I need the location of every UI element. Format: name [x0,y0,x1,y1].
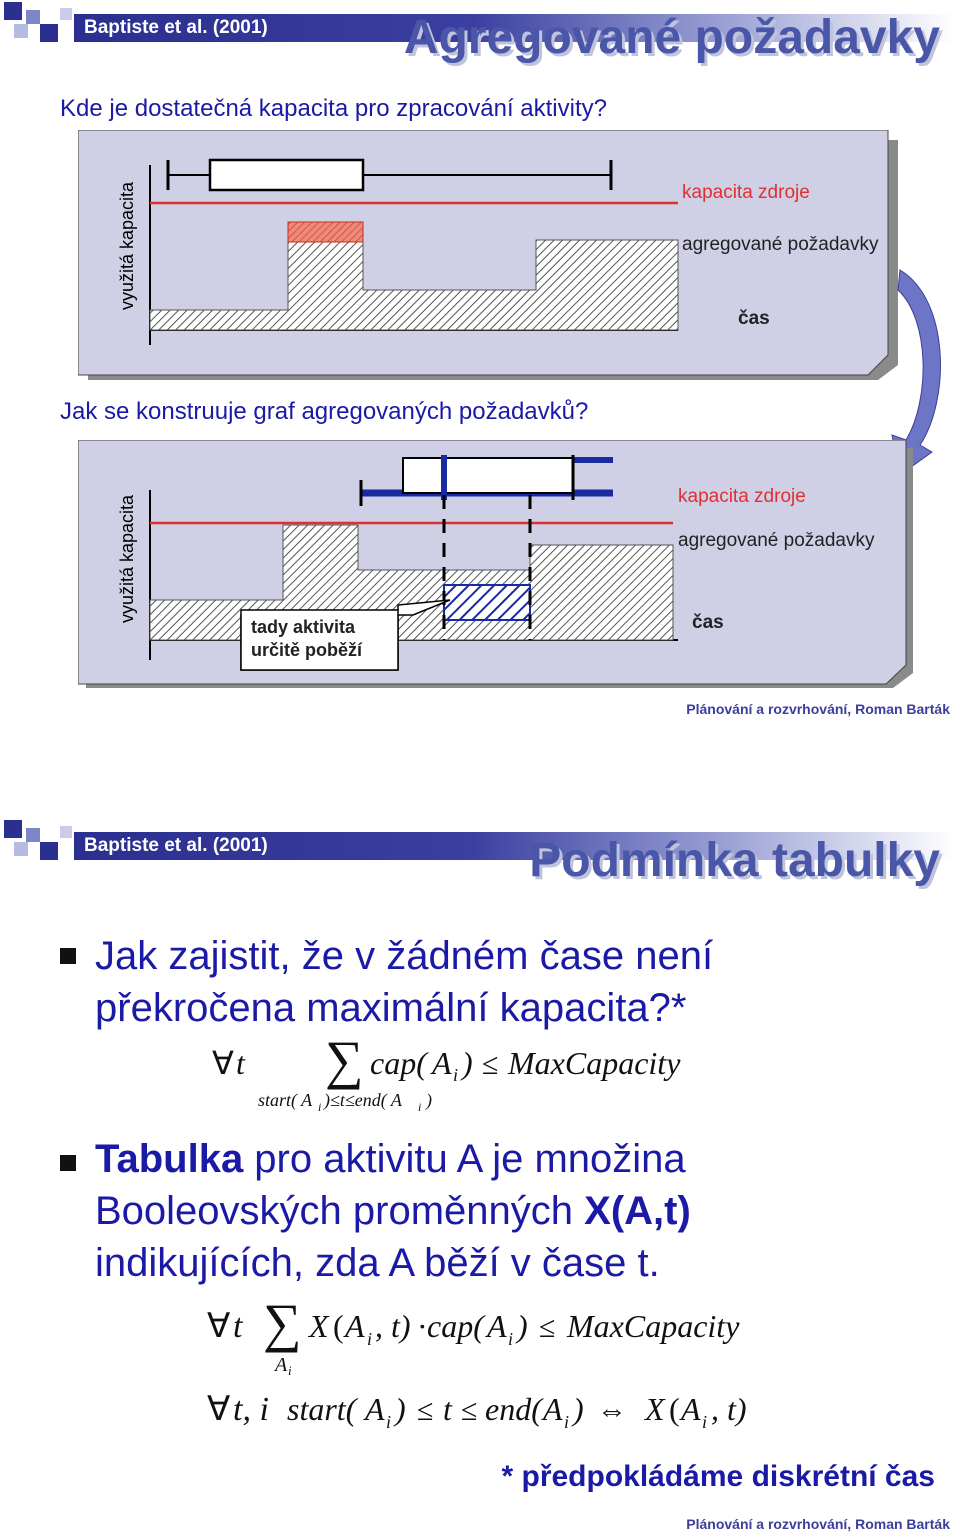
slide-title: Podmínka tabulky [529,834,940,887]
svg-text:MaxCapacity: MaxCapacity [567,1308,740,1344]
question-2: Jak se konstruuje graf agregovaných požadavků? [60,398,589,425]
diagram2-legend-capacity: kapacita zdroje [678,486,806,507]
callout-line-1: tady aktivita [251,617,356,637]
bullet-icon [60,1155,76,1171]
aggregate-diagram-2 [78,440,918,690]
svg-text:i: i [418,1100,422,1114]
bullet-2-rest: pro aktivitu A je množina [243,1137,686,1181]
svg-text:∀: ∀ [212,1045,234,1081]
svg-text:i: i [288,1363,292,1375]
slide-2 [0,770,960,1540]
svg-text:i: i [318,1100,322,1114]
callout-line-2: určitě poběží [251,640,363,660]
bullet-2-line-2 [95,1185,691,1237]
bullet-2-line-2-text: Booleovských proměnných [95,1189,585,1233]
svg-text:i: i [564,1412,570,1432]
svg-text:A: A [681,1391,701,1427]
svg-text:, t): , t) [375,1308,411,1344]
svg-text:A: A [365,1391,385,1427]
svg-text:i: i [386,1412,392,1432]
svg-text:start( A: start( A [258,1090,313,1110]
bullet-1-line-2: překročena maximální kapacita?* [95,986,687,1030]
svg-text:): ) [395,1391,406,1427]
svg-text:(: ( [669,1391,680,1427]
svg-text:)≤t≤end( A: )≤t≤end( A [324,1090,402,1110]
aggregate-diagram-1 [78,130,898,385]
svg-text:·: · [417,1308,428,1344]
bullet-2-line-1 [95,1133,686,1185]
diagram2-ylabel: využitá kapacita [117,494,137,623]
diagram1-ylabel: využitá kapacita [117,181,137,310]
svg-text:A: A [432,1045,452,1081]
diagram2-legend-time: čas [692,612,724,633]
svg-text:∀: ∀ [207,1391,231,1428]
svg-text:i: i [702,1412,708,1432]
svg-text:start(: start( [287,1391,357,1427]
formula-2 [205,1295,765,1375]
formula-3 [205,1380,785,1440]
svg-text:, t): , t) [711,1391,747,1427]
footnote: * předpokládáme diskrétní čas [501,1460,935,1493]
diagram1-legend-aggregate: agregované požadavky [682,234,879,255]
bullet-2-bold: Tabulka [95,1137,244,1181]
svg-text:t, i: t, i [233,1391,269,1428]
footer: Plánování a rozvrhování, Roman Barták [686,1516,950,1532]
svg-text:≤: ≤ [539,1311,556,1344]
svg-text:≤: ≤ [461,1394,478,1427]
svg-text:X: X [645,1391,665,1427]
slide-title: Agregované požadavky [403,11,940,64]
svg-text:∀: ∀ [207,1308,231,1345]
footer: Plánování a rozvrhování, Roman Barták [686,701,950,717]
logo-squares-icon [4,2,84,52]
svg-text:(: ( [333,1308,344,1344]
svg-text:≤: ≤ [417,1394,434,1427]
svg-text:i: i [367,1329,373,1349]
diagram1-legend-capacity: kapacita zdroje [682,182,810,203]
svg-text:end(: end( [485,1391,542,1427]
bullet-2-line-3: indikujících, zda A běží v čase t. [95,1241,660,1285]
svg-text:): ) [517,1308,528,1344]
diagram1-legend-time: čas [738,308,770,329]
author-label: Baptiste et al. (2001) [84,17,268,38]
svg-text:): ) [462,1045,473,1081]
svg-text:): ) [573,1391,584,1427]
svg-text:X: X [309,1308,329,1344]
svg-text:∑: ∑ [263,1295,302,1353]
svg-text:): ) [426,1090,432,1110]
author-label: Baptiste et al. (2001) [84,835,268,856]
svg-text:⇔: ⇔ [597,1394,627,1427]
question-1: Kde je dostatečná kapacita pro zpracování aktivity? [60,95,607,122]
bullet-2-line-2-bold: X(A,t) [584,1189,691,1233]
bullet-1-line-1: Jak zajistit, že v žádném čase není [95,934,714,978]
svg-text:∑: ∑ [325,1036,364,1090]
svg-text:i: i [453,1065,459,1085]
diagram2-legend-aggregate: agregované požadavky [678,530,875,551]
svg-text:t: t [233,1308,243,1345]
svg-text:A: A [487,1308,507,1344]
svg-text:cap(: cap( [427,1308,484,1344]
svg-text:A: A [345,1308,365,1344]
formula-1 [210,1036,730,1116]
bullet-icon [60,948,76,964]
logo-squares-icon [4,820,84,870]
svg-text:≤: ≤ [482,1048,499,1081]
svg-text:cap(: cap( [370,1045,427,1081]
svg-text:MaxCapacity: MaxCapacity [508,1045,681,1081]
svg-text:t: t [443,1391,452,1427]
svg-text:i: i [508,1329,514,1349]
svg-text:A: A [543,1391,563,1427]
svg-text:t: t [236,1045,245,1081]
svg-text:A: A [275,1354,288,1375]
